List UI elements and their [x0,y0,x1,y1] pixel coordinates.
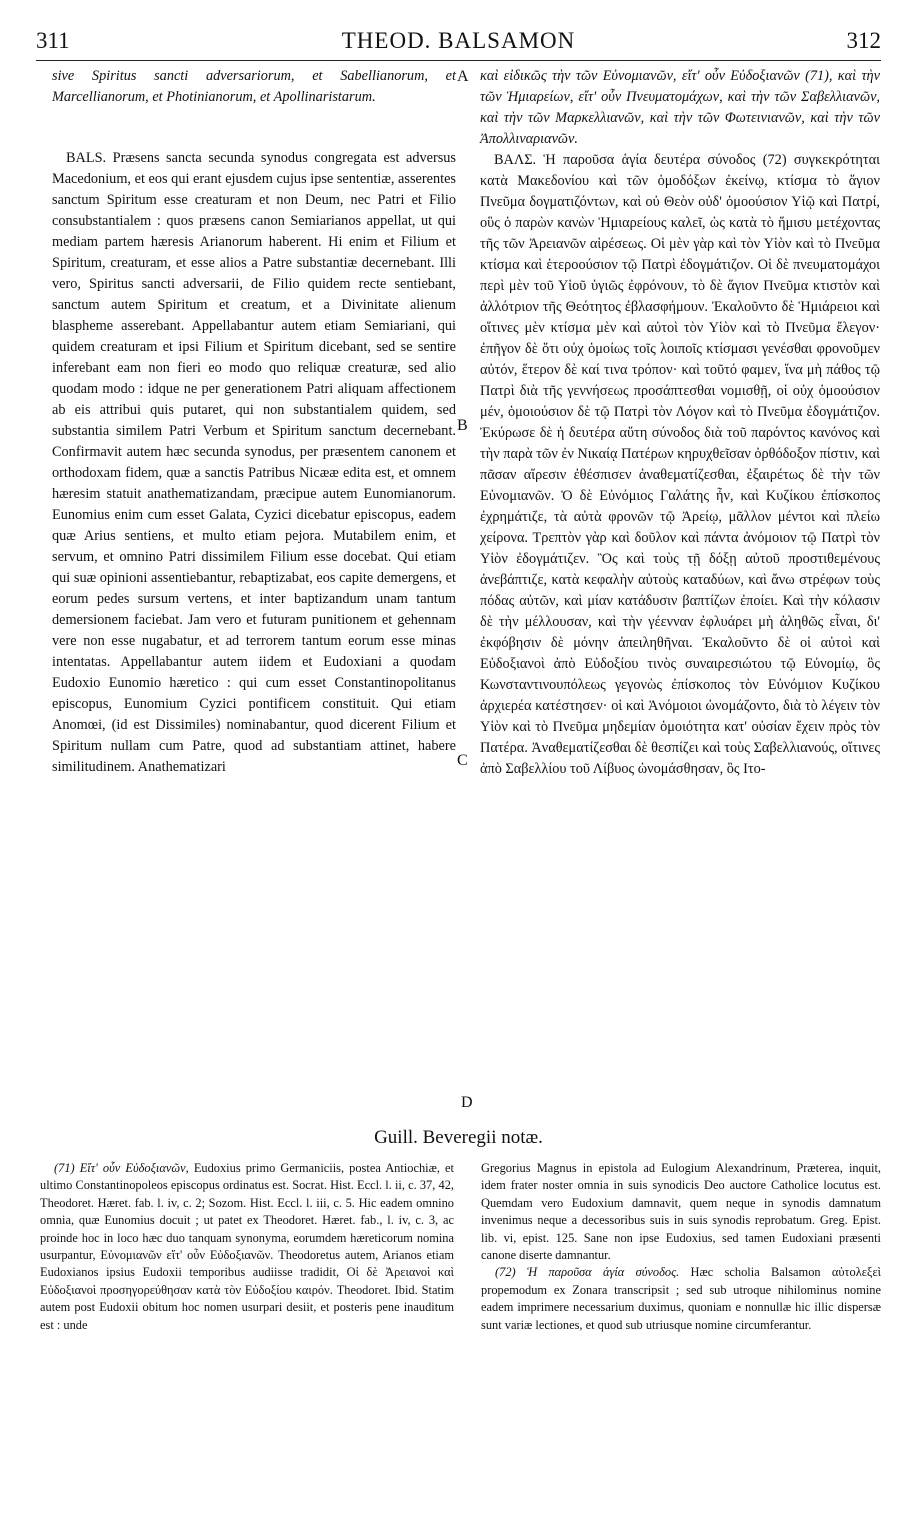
greek-canon-title: καὶ εἰδικῶς τὴν τῶν Εὐνομιανῶν, εἴτ' οὖν Εὐδοξιανῶν (71), καὶ τὴν τῶν Ἡμιαρείων, εἴτ' οὖν Πνευματομάχων, καὶ τὴν τῶν Σαβελλιανῶν, καὶ τὴν τῶν Μαρκελλιανῶν, καὶ τὴν τῶν Φωτεινιανῶν, καὶ τὴν τῶν Ἀπολλιναριανῶν. [480,68,880,147]
note-71-body: Eudoxius primo Germaniciis, postea Antiochiæ, et ultimo Constantinopoleos episcopus ordinatus est. Socrat. Hist. Eccl. l. ii, c. 37, 42, Theodoret. Hæret. fab. l. iv, c. 2; Sozom. Hist. Eccl. l. iii, c. 5. Hic eadem omnino omnia, quæ Eunomius docuit ; ut patet ex Theodoret. Hæret. fab., l. iv, c. 3, ac proinde hoc in loco hæc duo tanquam synonyma, eorumdem hæreticorum nomina usurpantur, Εὐνομιανῶν εἴτ' οὖν Εὐδοξιανῶν. Theodoretus autem, Arianos etiam Eudoxianos ipsius Eudoxii temporibus audiisse tradidit, Οἱ δὲ Ἀρειανοὶ καὶ Εὐδοξιανοὶ προσηγορεύθησαν κατὰ τὸν Εὐδοξίου καιρόν. Theodoret. Ibid. Statim autem post Eudoxii obitum hoc nomen usurpari desiit, et posteris pene inauditum est : unde [40,1161,454,1332]
note-72 [481,1264,881,1334]
greek-balsamon-commentary: ΒΑΛΣ. Ἡ παροῦσα ἁγία δευτέρα σύνοδος (72) συγκεκρότηται κατὰ Μακεδονίου καὶ τῶν ὁμοδόξων ἐκείνῳ, κτίσμα τὸ ἅγιον Πνεῦμα δογματιζόντων, καὶ οὐ Θεὸν οὐδ' ὁμοούσιον Υἱῷ καὶ Πατρί, οὓς ὁ παρὼν κανὼν Ἡμιαρείους καλεῖ, ὡς κατὰ τὸ ἥμισυ μετέχοντας τῆς τῶν Ἀρειανῶν αἱρέσεως. Οἱ μὲν γὰρ καὶ τὸν Υἱὸν καὶ τὸ Πνεῦμα κτίσμα καὶ ἑτεροούσιον τῷ Πατρὶ ἐδογμάτιζον. Οἱ δὲ πνευματομάχοι περὶ μὲν τοῦ Υἱοῦ ὑγιῶς ἐφρόνουν, τὸ δὲ ἅγιον Πνεῦμα κτιστὸν καὶ ἀλλότριον τῆς Θεότητος ἐβλασφήμουν. Ἐκαλοῦντο δὲ Ἡμιάρειοι καὶ οἵτινες μὲν κτίσμα μὲν καὶ αὐτοὶ τὸν Υἱὸν καὶ τὸ Πνεῦμα ἔλεγον· ἐπῆγον δὲ ὅτι οὐχ ὁμοίως τοῖς λοιποῖς κτίσμασι γενέσθαι φρονοῦμεν αὐτόν, ἕτερον δὲ καί τινα τρόπον· καὶ τοῦτό φαμεν, ἵνα μὴ πάθος τῷ Πατρὶ διὰ τῆς γεννήσεως προσάπτεσθαι νομισθῇ, οἱ οὐχ ὁμοούσιον μέν, ὁμοιούσιον δὲ τῷ Πατρὶ τὸν Λόγον καὶ τὸ Πνεῦμα ἐδογμάτιζον. Ἐκύρωσε δὲ ἡ δευτέρα αὕτη σύνοδος διὰ τοῦ παρόντος κανόνος καὶ τὴν παρὰ τῶν ἐν Νικαίᾳ Πατέρων κηρυχθεῖσαν ὀρθόδοξον πίστιν, καὶ πᾶσαν αἵρεσιν ἐθέσπισεν ἀναθεματίζεσθαι, ἐξαιρέτως δὲ τὴν τῶν Εὐνομιανῶν. Ὁ δὲ Εὐνόμιος Γαλάτης ἦν, καὶ Κυζίκου ἐπίσκοπος ἐχρημάτιζε, τὰ αὐτὰ φρονῶν τῷ Ἀρείῳ, μᾶλλον μέντοι καὶ πλείω χείρονα. Τρεπτὸν γὰρ καὶ δοῦλον καὶ πάντα ἀνόμοιον τῷ Πατρὶ τὸν Υἱὸν ἐδογμάτιζεν. Ὃς καὶ τοὺς τῇ δόξῃ αὐτοῦ προστιθεμένους ἀνεβάπτιζε, κατὰ κεφαλὴν αὐτοὺς καταδύων, καὶ ἄνω στρέφων τοὺς πόδας αὐτῶν, καὶ μίαν κατάδυσιν βαπτίζων ἐποίει. Καὶ τὴν κόλασιν δὲ τὴν μέλλουσαν, καὶ τὴν γέενναν ἐφλυάρει μὴ ἀληθῶς εἶναι, δι' ἐκφόβησιν δὲ μόνην ἀπειληθῆναι. Ἐκαλοῦντο δὲ οἱ αὐτοὶ καὶ Εὐδοξιανοὶ ἀπὸ Εὐδοξίου τινὸς συναιρεσιώτου τῷ Εὐνομίῳ, ὃς Κωνσταντινουπόλεως γεγονὼς ἐπίσκοπος τὸν Εὐνόμιον Κυζίκου ἀρχιερέα κατέστησεν· οἱ καὶ Ἀνόμοιοι ὠνομάζοντο, διὰ τὸ λέγειν τὸν Υἱὸν καὶ τὸ Πνεῦμα μηδεμίαν ὁμοιότητα κατ' οὐσίαν ἔχειν πρὸς τὸν Πατέρα. Ἀναθεματίζεσθαι δὲ θεσπίζει καὶ τοὺς Σαβελλιανούς, οἵτινες ἀπὸ Σαβελλίου τοῦ Λίβυος ὠνομάσθησαν, ὃς Ιτο- [480,152,880,777]
note-71-continued: Gregorius Magnus in epistola ad Eulogium Alexandrinum, Præterea, inquit, idem frater noster omnia in suis synodicis Deo auctore Catholice locutus est. Quemdam vero Eudoxium damnavit, quem neque in synodis damnatum invenimus neque a decessoribus suis in suis synodis reprobatum. Greg. Epist. lib. vi, epist. 125. Sane non ipse Eudoxius, sed tamen Eudoxiani præsenti canone diserte damnantur. [481,1161,881,1263]
note-72-lemma: (72) Ἡ παροῦσα ἁγία σύνοδος. [495,1265,680,1280]
note-72-body: Hæc scholia Balsamon αὐτολεξεὶ propemodum ex Zonara transcripsit ; sed sub utroque nihilominus nomine eadem imprimere necessarium duximus, quoniam e nonnullæ hic illic dispersæ sunt variæ lectiones, et quod sub utriusque nomine circumferantur. [481,1265,881,1332]
margin-marker-d: D [461,1094,473,1111]
running-title: THEOD. BALSAMON [341,28,576,53]
page-number-left: 311 [36,28,70,53]
note-71-lemma: (71) Εἴτ' οὖν Εὐδοξιανῶν, [54,1161,189,1175]
note-71 [40,1160,454,1334]
margin-marker-a: A [457,68,469,85]
latin-column [52,66,456,778]
notes-right-column [481,1160,881,1334]
margin-marker-c: C [457,752,468,769]
header-rule [36,60,881,61]
notes-left-column [40,1160,454,1334]
margin-marker-b: B [457,417,468,434]
latin-canon-title: sive Spiritus sancti adversariorum, et Sabellianorum, et Marcellianorum, et Photinianorum, et Apollinaristarum. [52,68,456,105]
page-number-right: 312 [846,28,881,53]
latin-balsamon-commentary: BALS. Præsens sancta secunda synodus congregata est adversus Macedonium, et eos qui erant ejusdem cujus ipse sententiæ, asserentes sanctum Spiritum esse creaturam et non Deum, nec Patri et Filio consubstantialem : quos præsens canon Semiarianos appellat, ut qui mediam partem hæresis Arianorum haberent. Hi enim et Filium et Spiritum, creaturam, et esse alios a Patre substantiæ decernebant. Illi vero, Spiritus sancti adversarii, de Filio quidem recte sentiebant, sanctum autem Spiritum et creatum, et a Divinitate alienum blaspheme asserebant. Appellabantur autem etiam Semiariani, qui quidem creaturam et ipsi Filium et Spiritum dicebant, sed se sentire inferebant eam non fieri eo modo quo reliquæ creaturæ, sed alio quodam modo : idque ne per generationem Patri aliquam affectionem ab eis attribui quis putaret, qui non substantialem quidem, sed substantia similem Patri Verbum et Spiritum sanctum decernebant. Confirmavit autem hæc secunda synodus, per præsentem canonem et orthodoxam fidem, quæ a sanctis Patribus Nicææ edita est, et omnem hæresim statuit anathematizandam, præcipue autem Eunomianorum. Eunomius enim cum esset Galata, Cyzici dicebatur episcopus, eadem quæ Arius sentiens, et multo etiam pejora. Mutabilem enim, et servum, et omnino Patri dissimilem Filium esse docebat. Qui etiam qui suæ opinioni assentiebantur, rebaptizabat, eos capite demergens, et eorum pedes sursum vertens, et inter baptizandum unam tantum demersionem faciebat. Jam vero et futuram punitionem et gehennam vere non esse nugabatur, et ad terrorem tantum eorum esse minas intentatas. Appellabantur autem iidem et Eudoxiani a quodam Eudoxio Eunomio hæretico : qui cum esset Constantinopolitanus episcopus, Eunomium Cyzici pontificem constituit. Qui etiam Anomœi, (id est Dissimiles) nominabantur, quod dicerent Filium et Spiritum nullam cum Patre, quod ad substantiam attinet, habere similitudinem. Anathematizari [52,150,456,775]
notes-title: Guill. Beveregii notæ. [374,1127,543,1148]
page-header [36,28,881,58]
greek-column [480,66,880,780]
